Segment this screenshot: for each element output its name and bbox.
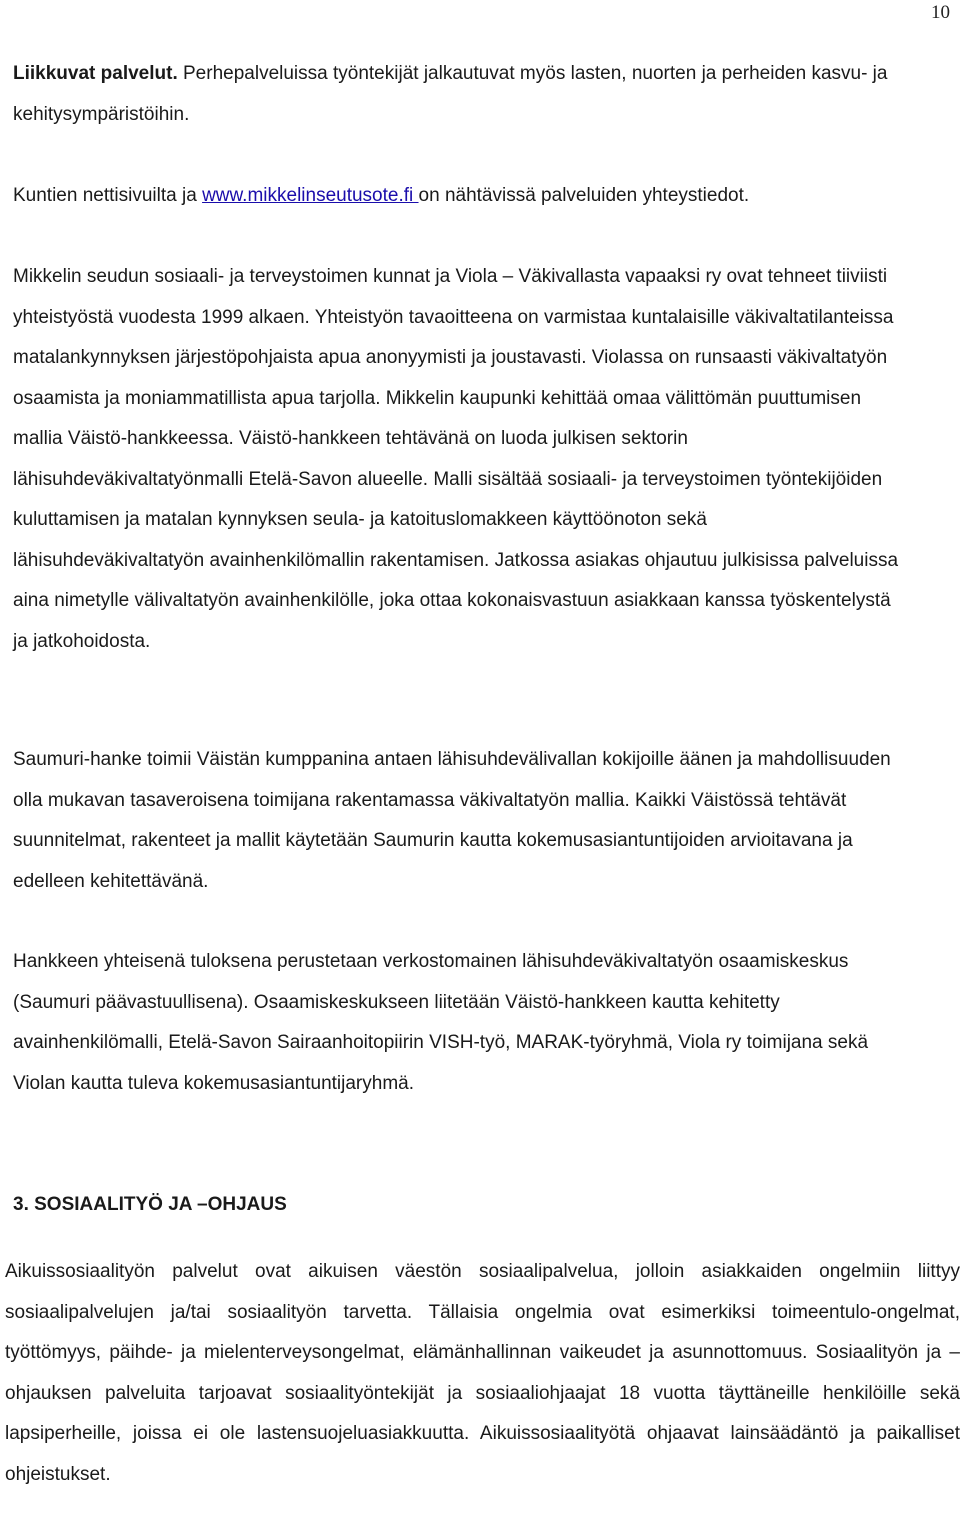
paragraph-competence-center: Hankkeen yhteisenä tuloksena perustetaan verkostomainen lähisuhdeväkivaltatyön osaamiskeskus (Saumuri päävastuullisena). Osaamiskeskukseen liitetään Väistö-hankkeen kautta kehitetty avainhenkilömalli, Etelä-Savon Sairaanhoitopiirin VISH-työ, MARAK-työryhmä, Viola ry toimijana sekä Violan kautta tuleva kokemusasiantuntijaryhmä. [13, 951, 869, 1094]
section-heading: 3. SOSIAALITYÖ JA –OHJAUS [13, 1194, 287, 1215]
paragraph-viola-cooperation: Mikkelin seudun sosiaali- ja terveystoimen kunnat ja Viola – Väkivallasta vapaaksi ry ovat tehneet tiiviisti yhteistyöstä vuodesta 1999 alkaen. Yhteistyön tavaoitteena on varmistaa kuntalaisille väkivaltatilanteissa matalankynnyksen järjestöpohjaista apua anonyymisti ja joustavasti. Violassa on runsaasti väkivaltatyön osaamista ja moniammatillista apua tarjolla. Mikkelin kaupunki kehittää omaa välittömän puuttumisen mallia Väistö-hankkeessa. Väistö-hankkeen tehtävänä on luoda julkisen sektorin lähisuhdeväkivaltatyönmalli Etelä-Savon alueelle. Malli sisältää sosiaali- ja terveystoimen työntekijöiden kuluttamisen ja matalan kynnyksen seula- ja katoituslomakkeen käyttöönoton sekä lähisuhdeväkivaltatyön avainhenkilömallin rakentamisen. Jatkossa asiakas ohjautuu julkisissa palveluissa aina nimetylle välivaltatyön avainhenkilölle, joka ottaa kokonaisvastuun asiakkaan kanssa työskentelystä ja jatkohoidosta. [13, 266, 899, 652]
website-link[interactable]: www.mikkelinseutusote.fi [202, 185, 419, 206]
paragraph-saumuri-project: Saumuri-hanke toimii Väistän kumppanina antaen lähisuhdevälivallan kokijoille äänen ja mahdollisuuden olla mukavan tasaveroisena toimijana rakentamassa väkivaltatyön mallia. Kaikki Väistössä tehtävät suunnitelmat, rakenteet ja mallit käytetään Saumurin kautta kokemusasiantuntijoiden arvioitavana ja edelleen kehitettävänä. [13, 749, 891, 892]
paragraph-text-after-link: on nähtävissä palveluiden yhteystiedot. [418, 185, 750, 206]
paragraph-contact-info [13, 176, 903, 217]
paragraph-text: Perhepalveluissa työntekijät jalkautuvat myös lasten, nuorten ja perheiden kasvu- ja kehitysympäristöihin. [13, 63, 888, 125]
page-number: 10 [931, 2, 950, 23]
paragraph-lead: Liikkuvat palvelut. [13, 63, 178, 84]
paragraph-adult-social-work: Aikuissosiaalityön palvelut ovat aikuisen väestön sosiaalipalvelua, jolloin asiakkaiden ongelmiin liittyy sosiaalipalvelujen ja/tai sosiaalityön tarvetta. Tällaisia ongelmia ovat esimerkiksi toimeentulo-ongelmat, työttömyys, päihde- ja mielenterveysongelmat, elämänhallinnan vaikeudet ja asunnottomuus. Sosiaalityön ja –ohjauksen palveluita tarjoavat sosiaalityöntekijät ja sosiaaliohjaajat 18 vuotta täyttäneille henkilöille sekä lapsiperheille, joissa ei ole lastensuojeluasiakkuutta. Aikuissosiaalityötä ohjaavat lainsäädäntö ja paikalliset ohjeistukset. [5, 1261, 960, 1485]
paragraph-text-before-link: Kuntien nettisivuilta ja [13, 185, 203, 206]
paragraph-mobile-services [13, 54, 903, 135]
